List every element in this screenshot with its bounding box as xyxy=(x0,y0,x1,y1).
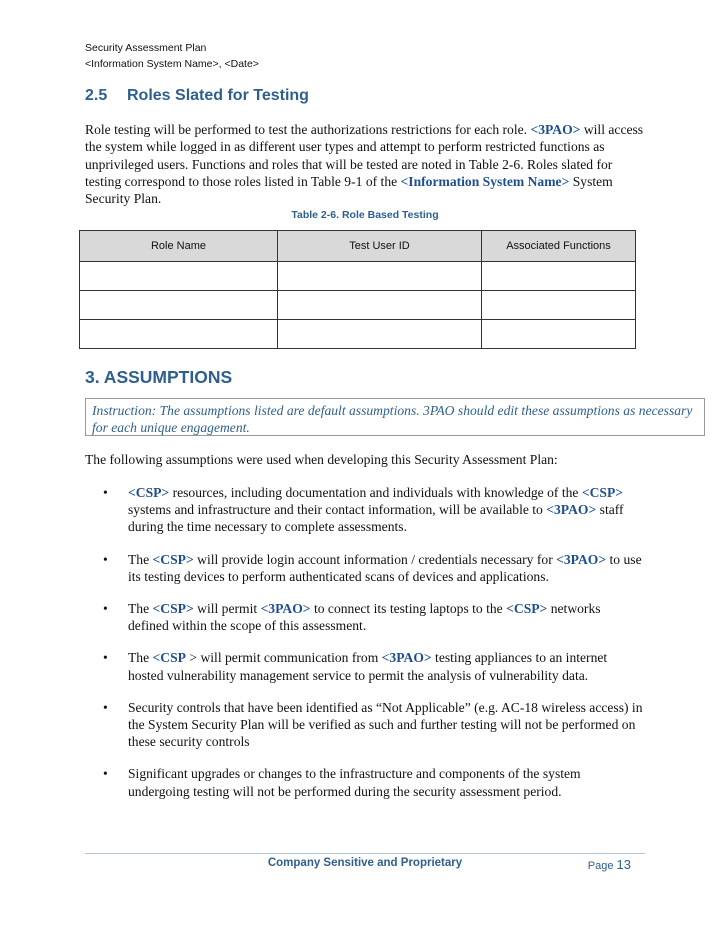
para-text: will access the system while logged in as different user types and attempt to perform restricted functions as unprivileged users. Functions and roles that will be tested are noted in Table 2-6. Roles slated for testing correspond to those roles listed in Table 9-1 of the xyxy=(85,122,644,189)
instruction-box: Instruction: The assumptions listed are default assumptions. 3PAO should edit these assumptions as necessary for each unique engagement. xyxy=(85,398,705,436)
text: systems and infrastructure and their contact information, will be available to xyxy=(128,502,547,518)
text: will provide login account information / credentials necessary for xyxy=(193,551,557,567)
table-row xyxy=(80,262,636,291)
text: to connect its testing laptops to the xyxy=(310,601,507,617)
section-title: Roles Slated for Testing xyxy=(127,87,309,104)
text: will permit xyxy=(193,601,261,617)
text: testing appliances to an internet hosted vulnerability management service to permit the analysis of vulnerability data. xyxy=(128,650,608,683)
text: Significant upgrades or changes to the infrastructure and components of the system undergoing testing will not be performed during the security assessment period. xyxy=(128,766,581,799)
placeholder: <CSP> xyxy=(128,485,170,500)
placeholder: <3PAO> xyxy=(381,650,432,666)
list-item xyxy=(103,600,643,634)
role-testing-table xyxy=(79,230,636,349)
text: Security controls that have been identified as “Not Applicable” (e.g. AC-18 wireless access) in the System Security Plan will be verified as such and further testing will not be performed on these security controls xyxy=(128,699,643,750)
table-caption: Table 2-6. Role Based Testing xyxy=(291,209,439,221)
para-text: System Security Plan. xyxy=(85,173,613,207)
header-document-title: Security Assessment Plan xyxy=(85,42,207,54)
placeholder: <3PAO> xyxy=(546,502,597,518)
page-label: Page xyxy=(587,860,614,872)
list-item xyxy=(103,699,643,751)
page-number: 13 xyxy=(616,857,631,872)
text: The xyxy=(128,551,153,567)
bullet-icon: • xyxy=(103,551,108,567)
section-2-5-heading xyxy=(85,87,309,105)
placeholder: <CSP xyxy=(152,650,186,666)
para-text: Role testing will be performed to test the authorizations restrictions for each role. xyxy=(85,122,531,137)
column-header-test-user-id: Test User ID xyxy=(278,231,482,262)
column-header-role-name: Role Name xyxy=(80,231,278,262)
section-2-5-paragraph xyxy=(85,121,645,207)
text: The xyxy=(128,601,153,617)
section-number: 2.5 xyxy=(85,87,108,104)
bullet-icon: • xyxy=(103,485,108,500)
table-cell xyxy=(80,291,278,320)
placeholder: <3PAO> xyxy=(260,601,311,617)
table-cell xyxy=(482,320,636,349)
table-cell xyxy=(278,320,482,349)
bullet-icon: • xyxy=(103,766,108,782)
text: > will permit communication from xyxy=(185,650,382,666)
text: resources, including documentation and individuals with knowledge of the xyxy=(169,485,582,500)
placeholder: <CSP> xyxy=(581,485,624,500)
header-system-date: <Information System Name>, <Date> xyxy=(85,58,259,70)
list-item xyxy=(103,765,643,799)
para-placeholder: <Information System Name> xyxy=(400,173,570,189)
text: to use its testing devices to perform authenticated scans of devices and applications. xyxy=(128,551,642,584)
assumptions-intro: The following assumptions were used when developing this Security Assessment Plan: xyxy=(85,452,558,467)
table-cell xyxy=(278,262,482,291)
page-header xyxy=(85,40,259,72)
column-header-associated-functions: Associated Functions xyxy=(482,231,636,262)
text: networks defined within the scope of this assessment. xyxy=(128,601,601,634)
table-row xyxy=(80,291,636,320)
assumptions-list xyxy=(103,484,643,815)
table-header-row xyxy=(80,231,636,262)
placeholder: <CSP> xyxy=(152,551,194,567)
text: staff during the time necessary to complete assessments. xyxy=(128,502,624,535)
table-cell xyxy=(482,291,636,320)
footer-divider xyxy=(85,853,645,854)
placeholder: <CSP> xyxy=(506,601,548,617)
list-item xyxy=(103,649,643,683)
list-item xyxy=(103,551,643,585)
table-cell xyxy=(482,262,636,291)
footer-confidentiality: Company Sensitive and Proprietary xyxy=(267,857,463,869)
table-cell xyxy=(278,291,482,320)
text: The xyxy=(128,650,153,666)
section-3-heading: 3. ASSUMPTIONS xyxy=(85,367,233,387)
bullet-icon: • xyxy=(103,601,108,617)
table-cell xyxy=(80,320,278,349)
bullet-icon: • xyxy=(103,650,108,666)
para-placeholder: <3PAO> xyxy=(530,122,581,137)
placeholder: <CSP> xyxy=(152,601,194,617)
list-item xyxy=(103,484,643,536)
table-cell xyxy=(80,262,278,291)
bullet-icon: • xyxy=(103,699,108,715)
placeholder: <3PAO> xyxy=(556,551,607,567)
footer-page-number xyxy=(588,857,631,872)
table-row xyxy=(80,320,636,349)
